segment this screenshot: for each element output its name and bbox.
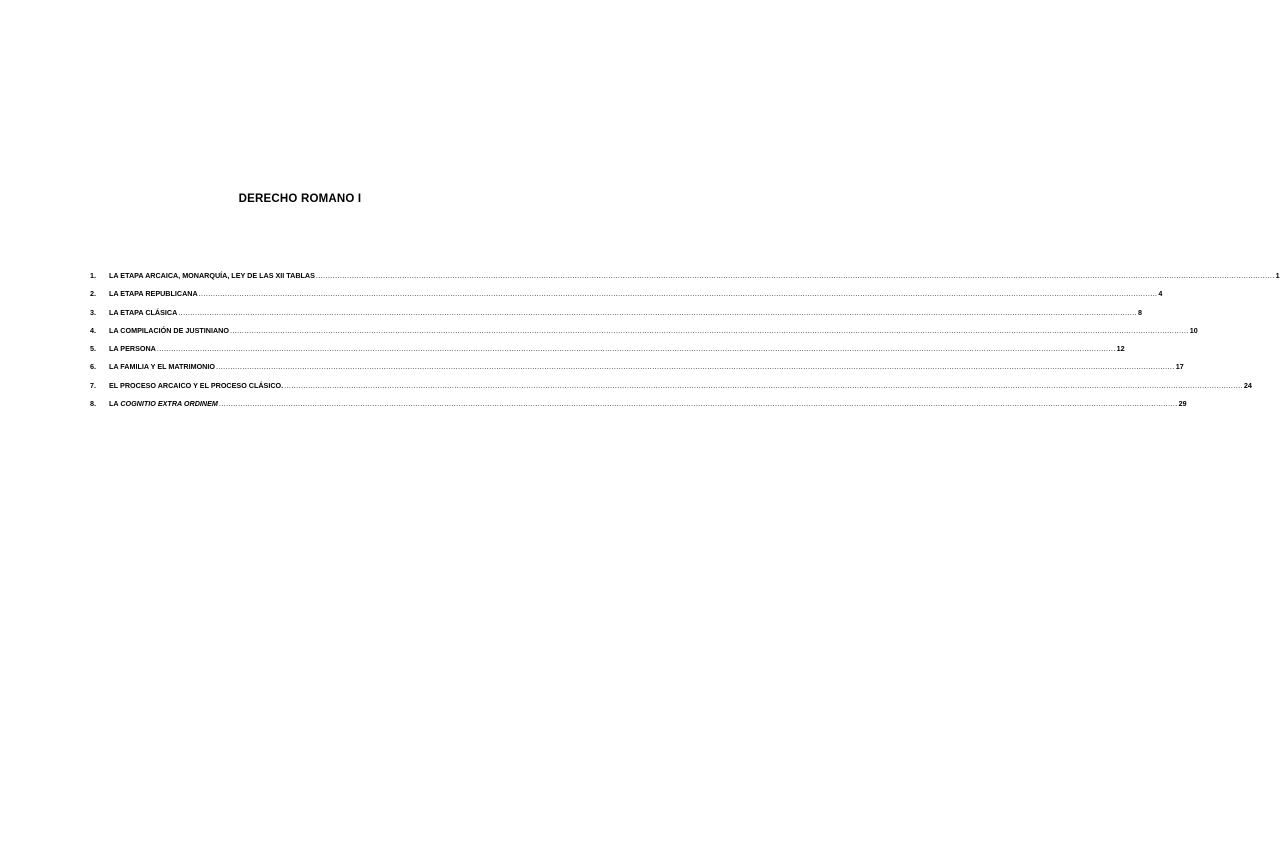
toc-entry-title: LA FAMILIA Y EL MATRIMONIO xyxy=(109,362,215,372)
document-title: DERECHO ROMANO I xyxy=(238,193,362,205)
toc-entry-title: LA COGNITIO EXTRA ORDINEM xyxy=(109,399,218,409)
toc-entry-page: 1 xyxy=(1275,271,1280,280)
dot-leader: ................................................................................................................................................................................................................................................................................................................................................................................................................ xyxy=(198,289,1158,299)
toc-entry-number: 6. xyxy=(90,362,96,372)
table-of-contents xyxy=(90,271,1280,417)
toc-entry[interactable] xyxy=(90,325,1198,344)
toc-entry-number: 3. xyxy=(90,307,96,317)
toc-entry-number: 4. xyxy=(90,325,96,335)
dot-leader: ................................................................................................................................................................................................................................................................................................................................................................................................................ xyxy=(218,399,1178,409)
dot-leader: ................................................................................................................................................................................................................................................................................................................................................................................................................ xyxy=(315,271,1275,280)
toc-entry-title: LA PERSONA xyxy=(109,344,156,354)
dot-leader: ................................................................................................................................................................................................................................................................................................................................................................................................................ xyxy=(215,362,1175,372)
toc-entry-number: 5. xyxy=(90,344,96,354)
dot-leader: ................................................................................................................................................................................................................................................................................................................................................................................................................ xyxy=(156,344,1116,354)
toc-entry[interactable] xyxy=(90,399,1187,417)
toc-entry[interactable] xyxy=(90,380,1252,399)
toc-entry-page: 17 xyxy=(1175,362,1184,372)
toc-entry-title: LA COMPILACIÓN DE JUSTINIANO xyxy=(109,325,229,335)
toc-entry-title: LA ETAPA CLÁSICA xyxy=(109,307,178,317)
toc-entry-number: 1. xyxy=(90,271,96,280)
toc-entry[interactable] xyxy=(90,289,1163,307)
toc-entry-page: 8 xyxy=(1138,307,1143,317)
toc-entry[interactable] xyxy=(90,362,1184,380)
toc-entry-title: LA ETAPA REPUBLICANA xyxy=(109,289,198,299)
toc-entry-page: 12 xyxy=(1116,344,1125,354)
dot-leader: ................................................................................................................................................................................................................................................................................................................................................................................................................ xyxy=(284,380,1243,390)
toc-entry-number: 7. xyxy=(90,380,96,390)
toc-entry-page: 29 xyxy=(1178,399,1187,409)
toc-entry[interactable] xyxy=(90,344,1125,362)
dot-leader: ................................................................................................................................................................................................................................................................................................................................................................................................................ xyxy=(229,325,1189,335)
toc-entry-page: 10 xyxy=(1189,325,1198,335)
toc-entry[interactable] xyxy=(90,271,1280,289)
toc-entry-number: 2. xyxy=(90,289,96,299)
toc-entry-title: EL PROCESO ARCAICO Y EL PROCESO CLÁSICO. xyxy=(109,380,284,390)
toc-entry-page: 4 xyxy=(1158,289,1163,299)
dot-leader: ................................................................................................................................................................................................................................................................................................................................................................................................................ xyxy=(178,307,1138,317)
toc-entry-title: LA ETAPA ARCAICA, MONARQUÍA, LEY DE LAS XII TABLAS xyxy=(109,271,315,280)
toc-entry-number: 8. xyxy=(90,399,96,409)
toc-entry[interactable] xyxy=(90,307,1143,326)
toc-entry-page: 24 xyxy=(1243,380,1252,390)
